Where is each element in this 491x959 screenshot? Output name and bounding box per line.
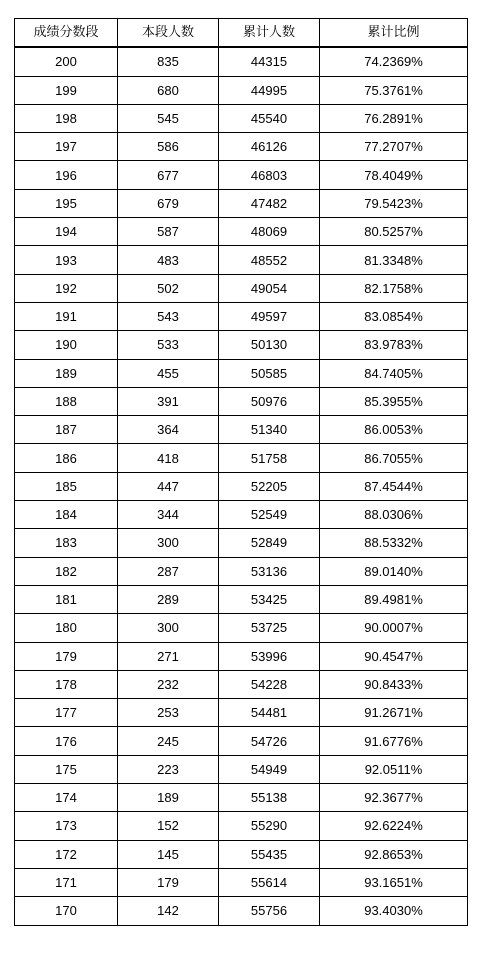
cell-cumulative-count: 55138 — [219, 784, 320, 812]
cell-score: 177 — [15, 699, 118, 727]
cell-cumulative-count: 53425 — [219, 585, 320, 613]
cell-segment-count: 142 — [118, 897, 219, 925]
cell-cumulative-count: 50585 — [219, 359, 320, 387]
cell-cumulative-count: 54949 — [219, 755, 320, 783]
cell-segment-count: 502 — [118, 274, 219, 302]
cell-segment-count: 300 — [118, 614, 219, 642]
cell-cumulative-count: 54726 — [219, 727, 320, 755]
cell-segment-count: 835 — [118, 47, 219, 76]
cell-cumulative-ratio: 75.3761% — [320, 76, 468, 104]
cell-cumulative-ratio: 92.8653% — [320, 840, 468, 868]
table-body — [15, 47, 468, 925]
cell-segment-count: 300 — [118, 529, 219, 557]
cell-cumulative-count: 55435 — [219, 840, 320, 868]
table-row — [15, 218, 468, 246]
cell-cumulative-count: 52205 — [219, 472, 320, 500]
cell-score: 184 — [15, 501, 118, 529]
cell-segment-count: 179 — [118, 868, 219, 896]
cell-score: 179 — [15, 642, 118, 670]
cell-cumulative-count: 44995 — [219, 76, 320, 104]
table-row — [15, 161, 468, 189]
table-row — [15, 699, 468, 727]
cell-cumulative-count: 52849 — [219, 529, 320, 557]
cell-segment-count: 418 — [118, 444, 219, 472]
cell-cumulative-ratio: 92.6224% — [320, 812, 468, 840]
cell-score: 176 — [15, 727, 118, 755]
table-row — [15, 104, 468, 132]
cell-segment-count: 545 — [118, 104, 219, 132]
cell-cumulative-count: 47482 — [219, 189, 320, 217]
table-row — [15, 727, 468, 755]
table-row — [15, 585, 468, 613]
cell-segment-count: 245 — [118, 727, 219, 755]
cell-segment-count: 344 — [118, 501, 219, 529]
cell-cumulative-ratio: 92.0511% — [320, 755, 468, 783]
cell-score: 194 — [15, 218, 118, 246]
cell-segment-count: 455 — [118, 359, 219, 387]
table-row — [15, 416, 468, 444]
cell-score: 199 — [15, 76, 118, 104]
cell-score: 197 — [15, 133, 118, 161]
cell-cumulative-ratio: 86.0053% — [320, 416, 468, 444]
table-row — [15, 784, 468, 812]
cell-cumulative-ratio: 81.3348% — [320, 246, 468, 274]
cell-score: 171 — [15, 868, 118, 896]
cell-cumulative-ratio: 74.2369% — [320, 47, 468, 76]
cell-cumulative-count: 49054 — [219, 274, 320, 302]
cell-segment-count: 447 — [118, 472, 219, 500]
table-row — [15, 47, 468, 76]
table-row — [15, 76, 468, 104]
cell-segment-count: 364 — [118, 416, 219, 444]
cell-cumulative-ratio: 86.7055% — [320, 444, 468, 472]
table-row — [15, 557, 468, 585]
cell-cumulative-ratio: 91.6776% — [320, 727, 468, 755]
table-row — [15, 302, 468, 330]
cell-score: 198 — [15, 104, 118, 132]
cell-cumulative-ratio: 79.5423% — [320, 189, 468, 217]
cell-segment-count: 287 — [118, 557, 219, 585]
cell-score: 200 — [15, 47, 118, 76]
cell-segment-count: 223 — [118, 755, 219, 783]
cell-cumulative-ratio: 89.0140% — [320, 557, 468, 585]
cell-segment-count: 189 — [118, 784, 219, 812]
table-row — [15, 501, 468, 529]
cell-score: 170 — [15, 897, 118, 925]
cell-score: 196 — [15, 161, 118, 189]
table-row — [15, 331, 468, 359]
cell-cumulative-count: 49597 — [219, 302, 320, 330]
cell-score: 192 — [15, 274, 118, 302]
cell-score: 178 — [15, 670, 118, 698]
cell-cumulative-count: 46803 — [219, 161, 320, 189]
cell-score: 193 — [15, 246, 118, 274]
cell-score: 182 — [15, 557, 118, 585]
cell-segment-count: 533 — [118, 331, 219, 359]
table-row — [15, 614, 468, 642]
table-row — [15, 868, 468, 896]
cell-score: 183 — [15, 529, 118, 557]
cell-score: 174 — [15, 784, 118, 812]
table-row — [15, 642, 468, 670]
cell-cumulative-ratio: 76.2891% — [320, 104, 468, 132]
cell-cumulative-count: 55290 — [219, 812, 320, 840]
cell-score: 172 — [15, 840, 118, 868]
cell-cumulative-count: 48069 — [219, 218, 320, 246]
cell-cumulative-count: 54228 — [219, 670, 320, 698]
cell-segment-count: 587 — [118, 218, 219, 246]
cell-score: 175 — [15, 755, 118, 783]
table-row — [15, 274, 468, 302]
cell-segment-count: 232 — [118, 670, 219, 698]
cell-cumulative-ratio: 80.5257% — [320, 218, 468, 246]
cell-score: 189 — [15, 359, 118, 387]
cell-cumulative-ratio: 92.3677% — [320, 784, 468, 812]
table-row — [15, 840, 468, 868]
cell-segment-count: 680 — [118, 76, 219, 104]
table-row — [15, 246, 468, 274]
cell-cumulative-count: 52549 — [219, 501, 320, 529]
cell-score: 185 — [15, 472, 118, 500]
table-row — [15, 189, 468, 217]
cell-cumulative-ratio: 84.7405% — [320, 359, 468, 387]
cell-cumulative-count: 50976 — [219, 387, 320, 415]
cell-score: 180 — [15, 614, 118, 642]
cell-score: 190 — [15, 331, 118, 359]
cell-cumulative-count: 51340 — [219, 416, 320, 444]
table-row — [15, 897, 468, 925]
cell-segment-count: 391 — [118, 387, 219, 415]
cell-cumulative-ratio: 77.2707% — [320, 133, 468, 161]
cell-cumulative-ratio: 85.3955% — [320, 387, 468, 415]
cell-score: 195 — [15, 189, 118, 217]
table-row — [15, 529, 468, 557]
cell-cumulative-ratio: 90.0007% — [320, 614, 468, 642]
cell-segment-count: 679 — [118, 189, 219, 217]
table-row — [15, 670, 468, 698]
cell-segment-count: 483 — [118, 246, 219, 274]
cell-segment-count: 543 — [118, 302, 219, 330]
cell-cumulative-ratio: 93.4030% — [320, 897, 468, 925]
table-header-row — [15, 19, 468, 48]
cell-segment-count: 289 — [118, 585, 219, 613]
cell-cumulative-ratio: 83.9783% — [320, 331, 468, 359]
cell-cumulative-ratio: 90.8433% — [320, 670, 468, 698]
cell-cumulative-count: 46126 — [219, 133, 320, 161]
cell-cumulative-ratio: 91.2671% — [320, 699, 468, 727]
table-row — [15, 387, 468, 415]
cell-segment-count: 145 — [118, 840, 219, 868]
table-row — [15, 359, 468, 387]
cell-cumulative-ratio: 87.4544% — [320, 472, 468, 500]
cell-cumulative-count: 45540 — [219, 104, 320, 132]
table-row — [15, 755, 468, 783]
table-row — [15, 472, 468, 500]
table-row — [15, 133, 468, 161]
cell-cumulative-count: 55614 — [219, 868, 320, 896]
header-score-range: 成绩分数段 — [15, 19, 118, 48]
cell-cumulative-ratio: 88.0306% — [320, 501, 468, 529]
cell-cumulative-ratio: 93.1651% — [320, 868, 468, 896]
cell-segment-count: 271 — [118, 642, 219, 670]
cell-cumulative-count: 48552 — [219, 246, 320, 274]
cell-segment-count: 677 — [118, 161, 219, 189]
cell-cumulative-count: 54481 — [219, 699, 320, 727]
cell-score: 181 — [15, 585, 118, 613]
cell-cumulative-ratio: 78.4049% — [320, 161, 468, 189]
cell-cumulative-count: 53136 — [219, 557, 320, 585]
cell-cumulative-ratio: 82.1758% — [320, 274, 468, 302]
cell-score: 191 — [15, 302, 118, 330]
cell-segment-count: 152 — [118, 812, 219, 840]
cell-segment-count: 586 — [118, 133, 219, 161]
cell-score: 173 — [15, 812, 118, 840]
cell-cumulative-count: 53996 — [219, 642, 320, 670]
cell-cumulative-count: 51758 — [219, 444, 320, 472]
cell-score: 188 — [15, 387, 118, 415]
score-distribution-table — [14, 18, 468, 926]
cell-score: 187 — [15, 416, 118, 444]
cell-cumulative-count: 44315 — [219, 47, 320, 76]
table-row — [15, 812, 468, 840]
cell-score: 186 — [15, 444, 118, 472]
cell-cumulative-ratio: 90.4547% — [320, 642, 468, 670]
header-segment-count: 本段人数 — [118, 19, 219, 48]
cell-cumulative-ratio: 83.0854% — [320, 302, 468, 330]
cell-cumulative-count: 55756 — [219, 897, 320, 925]
table-row — [15, 444, 468, 472]
cell-cumulative-ratio: 88.5332% — [320, 529, 468, 557]
cell-cumulative-count: 53725 — [219, 614, 320, 642]
cell-cumulative-count: 50130 — [219, 331, 320, 359]
cell-cumulative-ratio: 89.4981% — [320, 585, 468, 613]
header-cumulative-ratio: 累计比例 — [320, 19, 468, 48]
cell-segment-count: 253 — [118, 699, 219, 727]
header-cumulative-count: 累计人数 — [219, 19, 320, 48]
